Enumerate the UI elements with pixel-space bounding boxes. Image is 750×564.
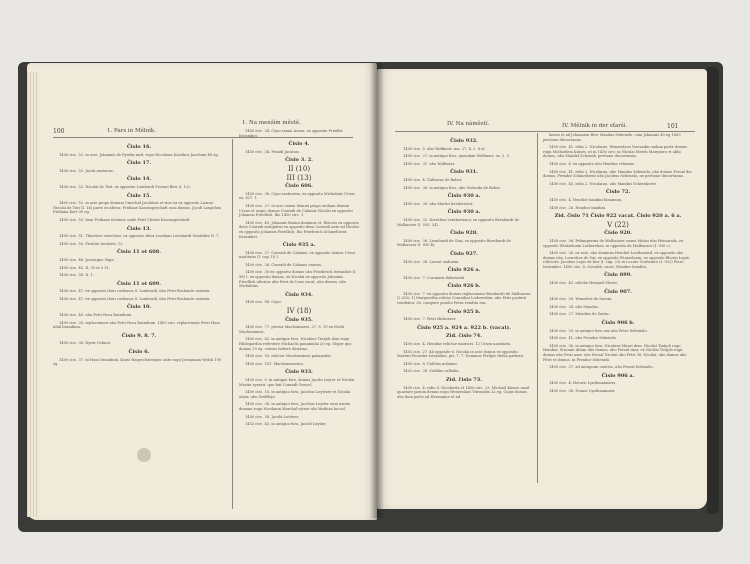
page-edges bbox=[27, 72, 39, 517]
entry-heading: Čislo 906 b. bbox=[601, 320, 635, 327]
entry-heading: Čislo 930 a. bbox=[447, 209, 481, 216]
entry-heading: Čislo 10. bbox=[126, 304, 152, 311]
paper-spot bbox=[137, 448, 151, 462]
entry-heading: Čislo 14. bbox=[126, 176, 152, 183]
entry-text: 1400 circ. 52. Nicolai de Tint. ex opposito Lombardi Fratoni Beri (I. 13). bbox=[59, 184, 191, 189]
entry-text: 1400 circ. 27. et acie caiem domini propo ondiam domini Ursus et usque domus Conradi de Cabanis Nicolai ex opposito Johannis Friedlich. Ibo 1400 circ. 1. bbox=[239, 203, 353, 218]
entry-text: 1400 circ. 27. Conradi de Cabanis, ex opposito domus Ursus nasiituris (I. cap. II) I. bbox=[239, 250, 356, 260]
entry-heading: Čislo 926 b. bbox=[447, 283, 481, 290]
entry-text: 1400 circ. 46. Jessacque Vapa. bbox=[59, 257, 115, 262]
entry-heading: Zid. čislo 74. bbox=[446, 333, 482, 340]
entry-heading: Čislo 9. 8. 7. bbox=[121, 332, 157, 339]
entry-text: 1400 circ. 38. Nomor Lynthmannier. bbox=[549, 388, 616, 393]
entry-text: 1402 circ. 45. in antiquo foro, Jacobi Leytier. bbox=[245, 422, 327, 427]
entry-text: 1400 circ. 36. ex acie, ubo dominus Hendier Lenthanerd, ex opposito ubo domus ubo. Lauretius de Sur, ex opposito Wintzelnem; ex opposito Blioria Lepie, rolictore. Jacobus Lepis de Kur (I. cap. 23) in Locato Gorhenire (I. 932) Petro Istrambot. 1400 circ. 4. Oswaldi, vacat, Hendior bandini. bbox=[543, 251, 691, 269]
entry-heading: Čislo 16. bbox=[126, 144, 152, 150]
entry-heading: Čislo 925 a. 924 a. 922 b. (vacat). bbox=[417, 324, 511, 331]
right-column-rule bbox=[537, 133, 538, 483]
entry-text: 1402 circ. 28. Cuildus calbalia. bbox=[403, 369, 460, 374]
entry-heading: Čislo 920. bbox=[604, 230, 632, 237]
entry-text: 1400 circ. 38. Dyrut Ochnol. bbox=[59, 341, 111, 346]
entry-text: 1400 circ. 4. ex opposito ubo Hendior releasar. bbox=[549, 161, 635, 166]
entry-text: 1400 circ. 36. in antiquo foro, Nicolaus Mauri dom. Nicolai Tintjob rogu Hendior, Stacomi Alium ubo domus, ubo Peroal uxor. ex Nicolai Tintjob rogu domus ubo Petri uxor. ubo Peroal Nicolai ubo Petri 38. Nicolai, ubo domus ubo Petri et domus. in Frendor Sebenelo. bbox=[543, 343, 687, 362]
left-running-head: 1. Pars in Mělník. bbox=[107, 128, 157, 134]
entry-text: 1401 circ. 27. 46 opposite 6. Nicolai in acie domus ex opposito. Martini Focaider Istrambot, piv. 7, 7. Dominus Perlger Iitelia pathera. bbox=[397, 349, 525, 359]
entry-text: 1400 circ. 38. Cepo raetiorem, ex opposito Michalinis Ursus ex. 627. 1. bbox=[239, 191, 355, 201]
entry-text: 1400 circ. 7. Petri elickeraer. bbox=[403, 317, 457, 322]
entry-heading: Zid. čislo 73. bbox=[446, 377, 482, 383]
entry-heading: Čislo 935. bbox=[285, 316, 313, 323]
entry-text: 1400 circ. 47. ex opposito ibori corbanos S. Lombardi, ubo Petri Rochante variatia. bbox=[59, 296, 211, 301]
right-column-1 bbox=[397, 135, 531, 402]
entry-heading: V (22) bbox=[607, 220, 629, 229]
entry-heading: Čislo 11 ot 609. bbox=[117, 280, 161, 287]
entry-text: 1400 circ. 40. ulio Petri Hoos brandium. bbox=[59, 313, 133, 318]
entry-text: 1400 circ. 41. ridio 2. Nicolarae, ubo Mandus Sebenelo, ubo domus Peroal die domus, Frendor Schmeltzent ubo Jacobus Sebenelo, ne pertione discortanno. bbox=[543, 169, 692, 179]
entry-text: 1400 circ. 27. in antique foro, quondam Wolfmerr, ex. 2. 3. bbox=[403, 154, 511, 159]
entry-heading: Čislo 15. bbox=[126, 192, 152, 199]
entry-heading: Čislo 72. bbox=[605, 189, 631, 196]
entry-text: 1400 circ. 37. iii Hoos brandium, Kratz Hasyecluteripiec ante rogu Jowannam Welch 190 eg. bbox=[53, 357, 222, 367]
entry-text: 1400 circ. 45. II. 35 ot 5 51. bbox=[59, 265, 111, 270]
entry-heading: Čislo 907. bbox=[604, 288, 632, 295]
book-spine bbox=[707, 67, 719, 514]
entry-heading: Čislo 930 a. bbox=[447, 193, 481, 200]
left-column-1 bbox=[53, 141, 225, 370]
entry-text: 1400 circ. 51. Theodore venecliao, ex opposito Attor Loudiani Leonhardi Geraldire II. 7. bbox=[59, 234, 220, 239]
entry-text: 1400 circ. 82. in antique foro, Nicolaus Tintjob dom rogu Hildegardon referente Michaelis panamulia 20 eg. Stiper quo domus 19 eg. census habere diontiao. bbox=[239, 337, 352, 351]
entry-text: 1400 circ. 32. Dorothea Lenthormacr, ex opposito Bernhardi de Malhauser (I. 930, 24). bbox=[397, 217, 520, 227]
entry-heading: II (10) bbox=[287, 164, 311, 173]
entry-text: 1400 circ. 5. in antique foro, domus Jacobi Leyter et Nicolai Martin vyaerit, quo fuit Conradi Greisel. bbox=[239, 377, 355, 387]
entry-heading: Čislo 935 a. bbox=[282, 242, 316, 249]
entry-text: 1400 circ. 20. Wenzelus de Sarum. bbox=[549, 297, 613, 302]
entry-text: 1400 circ. 31. ubo Wolfmerr. bbox=[403, 161, 456, 166]
entry-text: 1400 circ. 191. Machommeston. bbox=[245, 361, 304, 366]
left-column-2 bbox=[239, 129, 359, 430]
entry-text: 1400 circ. 52. in acie. Johannis de Pyreka mrd. rogu Nicolaum Korsikos Jacobum 48 eg. bbox=[59, 152, 219, 157]
left-running-head-2: 1. Na menším městě. bbox=[242, 120, 301, 126]
entry-heading: Čislo 17. bbox=[126, 160, 152, 167]
right-running-head: IV. Na náměstí. bbox=[447, 121, 490, 127]
entry-heading: Čislo 933. bbox=[285, 369, 313, 376]
right-column-2 bbox=[543, 133, 693, 397]
entry-text: 1400 circ. 40. Johannis Bonini dominus et. Riscoto ex opposito dens Conradi antiquitas ex opposito dens Conradi ante ad Nicolai ex opposito Johannis Friedlich; Ibo Friederich Schmeltzent Istrambot. bbox=[239, 220, 359, 239]
entry-text: 1400 circ. 16. in antiquo foro, Jacobus Leytraer et Nicolai ubior, ubo Greffleys. bbox=[239, 390, 351, 399]
book-gutter bbox=[370, 63, 384, 518]
entry-heading: Čislo 931. bbox=[450, 169, 478, 176]
entry-text: 1400 circ. 28. Hendior bandini. bbox=[549, 205, 607, 210]
entry-text: 1400 circ. 93. relictor Machommest panamulia. bbox=[245, 354, 332, 359]
entry-text: 1400 circ. 36. in antiquo foro, ubo Galisoda de Babor. bbox=[403, 185, 501, 190]
entry-heading: Čislo 3. 2. bbox=[285, 157, 313, 164]
entry-text: 1400 circ. 4. ridio S. Nicolarita et 1406 circ. 23. Michael Kinses rand quarture poroin demus rogu Wenzeslaus Vinvasdm 22 eg. Cujus domus ubo ibon parte ad Hermanne et ad. bbox=[397, 385, 529, 399]
entry-text: 1400 circ. 4. Heiuric Lynthmanniers. bbox=[549, 381, 617, 386]
entry-text: larum et ad Johannem Rive Mandus Sebenelo, cum Johannis 40 eg 1803 pertione discortanno. bbox=[543, 133, 681, 142]
entry-heading: Čislo 932. bbox=[450, 138, 478, 144]
right-running-head-2: IV. Mělník in der sťarší. bbox=[562, 123, 628, 129]
entry-text: 1400 circ. 38. Jacobi Lotitoer. bbox=[245, 414, 300, 419]
entry-text: 1400 circ. 50. Frattire lacubrei, 13. bbox=[59, 241, 124, 246]
entry-heading: Čislo 13. bbox=[126, 225, 152, 232]
entry-text: 1400 circ. 38. ubo Martin lercheristor. bbox=[403, 201, 474, 206]
entry-text: 1400 circ. 52. in acie prope domum Umschal Jacobinis et sine ea ex opposito Laurae Nicolai de Tint II. 14) parte ex altera; Fridiane Kasensgeschaft ossa domus. Jacob Langchen Fridiana Kort 39 eg. bbox=[53, 201, 222, 215]
entry-heading: Čislo 11 ot 608. bbox=[117, 249, 161, 256]
entry-text: 1400 circ. 47. ex opposito ibori corbanos S. Lombardi, ubo Petri Rochante variatia. bbox=[59, 289, 211, 294]
entry-text: 1400 circ. 88. Cepo. bbox=[245, 300, 282, 305]
entry-heading: Čislo 906 a. bbox=[601, 372, 635, 379]
entry-text: 1400 circ. 5. ubo Wolfmerr, ma. 27. 4. 2. 8 et. bbox=[403, 146, 486, 151]
right-header-rule bbox=[395, 131, 695, 132]
entry-text: 1400 circ. 34. Cepo ranna Acrna, ex opposito Friedlis Istrambot. bbox=[239, 129, 343, 138]
entry-text: 1400 circ. 7. ex opposito domus reglacement Bernhardi de Malhauser (I. 630, 1) Margaretha relicta Conradini Lorbereben, ubo Petri posterii vendeitor. 36. compere posslio Petra vendita eas. bbox=[397, 291, 531, 306]
entry-heading: Čislo 934. bbox=[285, 291, 313, 298]
entry-text: 1400 circ. 38. in antiquo foro, Jacobus Leytier eum uxoris domum rogu Nicolaum Marchal vytaer ubi Mathias Inccal. bbox=[239, 402, 351, 411]
entry-text: 1400 circ. 4. Hendior relictae mairicei, 12 Ursen nasiituris. bbox=[403, 342, 512, 347]
left-column-rule bbox=[232, 139, 233, 509]
entry-heading: Čislo 606. bbox=[285, 183, 313, 190]
entry-text: 1400 circ. 52. item Fridiane Kostner, unde Petri Christi Kasensgeschaft. bbox=[59, 217, 191, 222]
entry-heading: Čislo 928. bbox=[450, 230, 478, 237]
entry-text: 1400 circ. 29. in antiquo foro uxo ubo Petro Sebenelo. bbox=[549, 328, 648, 333]
entry-heading: Čislo 4. bbox=[288, 141, 310, 148]
entry-heading: Čislo 899. bbox=[604, 272, 632, 279]
entry-heading: Čislo 927. bbox=[450, 250, 478, 257]
entry-text: 1400 circ. 41. ridio 2. Nicolarae, Wenzeslaus Viavasdm ondam parte domus rogu Michaelem Kinses, ut in 1456 circ. in Nicolai Merch Marquero et alibi domus, ubo Mandal Schonek, pertione discortanno. bbox=[543, 145, 687, 159]
entry-heading: III (13) bbox=[286, 173, 312, 182]
entry-text: 1400 circ. 77. privior Machommest, 27. 8. 19 ex Michi Machommest. bbox=[239, 325, 345, 334]
entry-text: 1400 circ. 37. ad antiquum caretos, ubo Peroal Sebenelo. bbox=[549, 365, 654, 370]
entry-text: 1400 circ. 38. Leonhardi de Gira, ex opposito Bernhardi de Malhauser (I. 930 b). bbox=[397, 238, 511, 248]
entry-text: 1400 circ. 34. Prandi Jacobus. bbox=[245, 149, 300, 154]
entry-text: 1400 circ. 45. ridio 2. Nicolarae, ubo Mandus Schernkerre. bbox=[549, 181, 658, 186]
entry-text: 1400 circ. 30 ex opposito domus ubo Friederich Istrambot (I. 98) I. ex opposito domus, ex Nicolai ex opposito Johannis Friedlich ulterius ubo Petri de Lenz vacat, ubo domus, ubo Michalinis. bbox=[239, 270, 357, 289]
right-page-number: 101 bbox=[667, 123, 679, 130]
entry-text: 1400 circ. 8. Cuildus noliunio. bbox=[403, 361, 458, 366]
left-page-number: 100 bbox=[53, 128, 65, 135]
entry-text: 1400 circ. 4. Galismus de Babor. bbox=[403, 177, 463, 182]
entry-text: 1400 circ. 36. Pelumperina de Malhauser, mune Matas ubo Heinarads, ex opposito Wintzelnem Lorbereben, in opposito de Malhauser (I. 930 c). bbox=[543, 238, 684, 248]
entry-text: 1400 circ. 4. Hendior bandini hominum. bbox=[549, 197, 623, 202]
entry-heading: Čislo 6. bbox=[128, 349, 150, 356]
entry-heading: IV (18) bbox=[286, 307, 312, 316]
entry-text: 1400 circ. 52. Jacob ancianus. bbox=[59, 168, 114, 173]
entry-text: 1400 circ. 41. ubo Frendor Sebenelo. bbox=[549, 336, 618, 341]
entry-text: 1400 circ. 26. Conradi de Cabanis oniosis. bbox=[245, 262, 323, 267]
entry-text: 1400 circ. 34. ubo Mandus. bbox=[549, 304, 599, 309]
entry-heading: Čislo 925 b. bbox=[447, 308, 481, 315]
entry-text: 1400 circ. 27. Mendias de Zarim. bbox=[549, 312, 610, 317]
entry-text: 1400 circ. 43. reliche Heinard Glover. bbox=[549, 281, 618, 286]
entry-heading: Čislo 926 a. bbox=[447, 267, 481, 274]
entry-text: 1400 circ. 38. Lorent ondomm. bbox=[403, 259, 460, 264]
entry-heading: Zid. čislo 71 Čislo 922 vacat. Čislo 920 a. 6 a. bbox=[554, 213, 682, 220]
right-page bbox=[377, 69, 707, 509]
entry-text: 1400 circ. 58. II. 1. bbox=[59, 273, 94, 278]
entry-text: 1400 circ. 7. Coronarii dubenradi. bbox=[403, 275, 466, 280]
entry-text: 1400 circ. 35. replacement ubo Petri Hoos brandium. 1400 circ. replacement Petri Hoos nihil brandium. bbox=[53, 320, 221, 330]
left-page bbox=[27, 63, 377, 520]
